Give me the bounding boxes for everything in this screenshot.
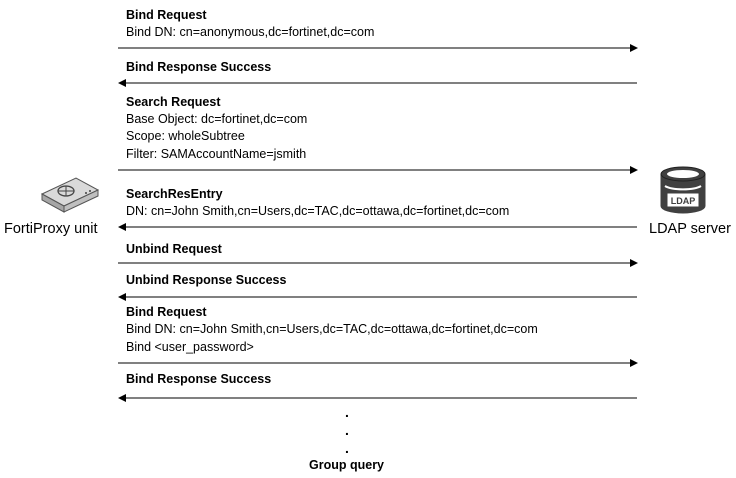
message-detail: Filter: SAMAccountName=jsmith (126, 147, 307, 161)
message-title: SearchResEntry (126, 187, 223, 201)
message-title: Bind Request (126, 305, 207, 319)
continuation-dot: . (345, 422, 349, 438)
message-detail: DN: cn=John Smith,cn=Users,dc=TAC,dc=ottawa,dc=fortinet,dc=com (126, 204, 510, 218)
ldap-server-label: LDAP server (649, 221, 731, 237)
continuation-dot: . (345, 404, 349, 420)
message-title: Bind Response Success (126, 60, 272, 74)
message-detail: Base Object: dc=fortinet,dc=com (126, 112, 308, 126)
fortiproxy-device-icon (38, 172, 102, 214)
message-detail: Bind <user_password> (126, 340, 254, 354)
ldap-database-icon (659, 166, 707, 214)
ldap-icon-text: LDAP (670, 196, 696, 206)
message-title: Bind Request (126, 8, 207, 22)
message-title: Unbind Request (126, 242, 222, 256)
message-title: Unbind Response Success (126, 273, 287, 287)
group-query-label: Group query (309, 458, 385, 472)
message-detail: Bind DN: cn=John Smith,cn=Users,dc=TAC,dc=ottawa,dc=fortinet,dc=com (126, 322, 538, 336)
message-detail: Bind DN: cn=anonymous,dc=fortinet,dc=com (126, 25, 375, 39)
continuation-dot: . (345, 440, 349, 456)
message-title: Search Request (126, 95, 221, 109)
fortiproxy-label: FortiProxy unit (4, 221, 98, 237)
message-title: Bind Response Success (126, 372, 272, 386)
message-detail: Scope: wholeSubtree (126, 129, 245, 143)
